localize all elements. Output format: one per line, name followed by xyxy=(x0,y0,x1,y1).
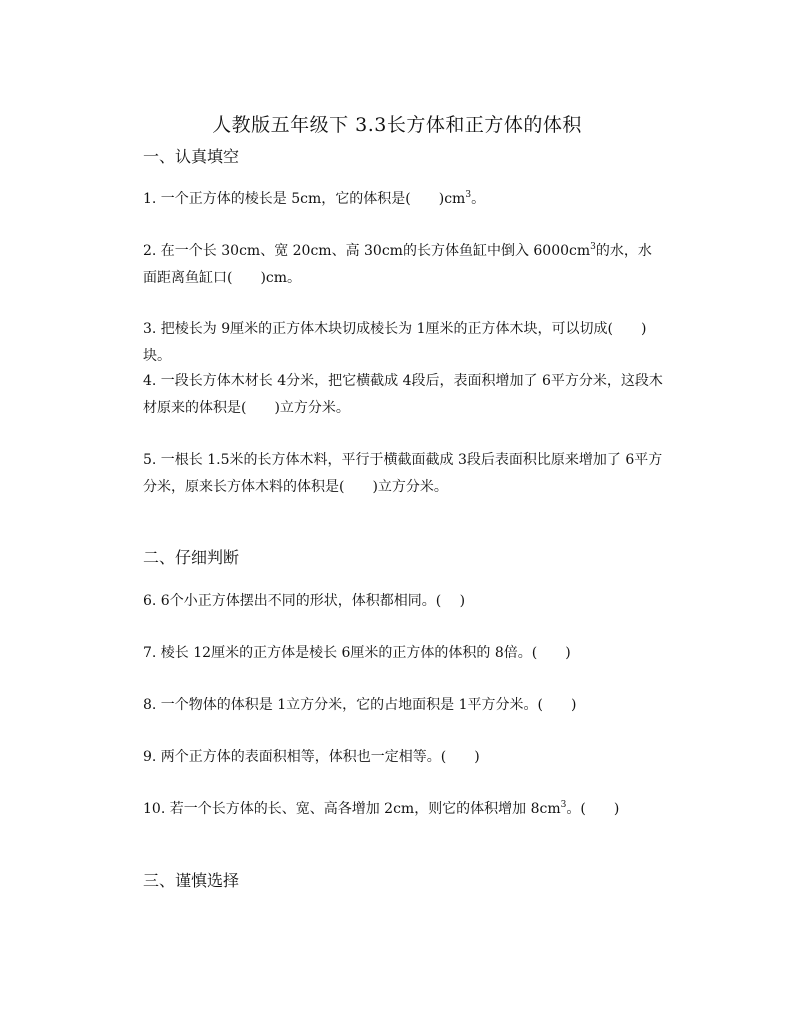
question-text-tail: 。( ) xyxy=(566,801,620,817)
question-text: 9. 两个正方体的表面积相等，体积也一定相等。( ) xyxy=(143,749,480,765)
question-text: 10. 若一个长方体的长、宽、高各增加 2cm，则它的体积增加 8cm xyxy=(143,801,561,817)
question-8 xyxy=(143,692,663,719)
question-text-tail: 的水，水面距离鱼缸口( )cm。 xyxy=(143,243,652,286)
question-text-tail: 。 xyxy=(471,191,486,207)
question-7 xyxy=(143,640,663,667)
question-3 xyxy=(143,316,663,370)
superscript: 3 xyxy=(590,242,596,252)
question-1 xyxy=(143,186,663,213)
question-text: 5. 一根长 1.5米的长方体木料，平行于横截面截成 3段后表面积比原来增加了 6平方分米，原来长方体木料的体积是( )立方分米。 xyxy=(143,452,663,495)
question-9 xyxy=(143,744,663,771)
section-heading-fill-blanks: 一、认真填空 xyxy=(143,147,240,166)
page-title: 人教版五年级下 3.3长方体和正方体的体积 xyxy=(212,114,582,136)
superscript: 3 xyxy=(465,190,472,200)
question-2 xyxy=(143,238,663,292)
question-5 xyxy=(143,447,663,501)
question-text: 1. 一个正方体的棱长是 5cm，它的体积是( )cm xyxy=(143,191,466,207)
question-text: 3. 把棱长为 9厘米的正方体木块切成棱长为 1厘米的正方体木块，可以切成( )块。 xyxy=(143,321,647,364)
question-4 xyxy=(143,368,663,422)
section-heading-multiple-choice: 三、谨慎选择 xyxy=(143,871,240,890)
question-6 xyxy=(143,588,663,615)
question-text: 2. 在一个长 30cm、宽 20cm、高 30cm的长方体鱼缸中倒入 6000cm xyxy=(143,243,591,259)
question-text: 7. 棱长 12厘米的正方体是棱长 6厘米的正方体的体积的 8倍。( ) xyxy=(143,645,571,661)
question-text: 4. 一段长方体木材长 4分米，把它横截成 4段后，表面积增加了 6平方分米，这段木材原来的体积是( )立方分米。 xyxy=(143,373,663,416)
question-text: 6. 6个小正方体摆出不同的形状，体积都相同。( ) xyxy=(143,593,466,609)
section-heading-true-false: 二、仔细判断 xyxy=(143,548,240,567)
superscript: 3 xyxy=(560,800,567,810)
question-10 xyxy=(143,796,663,823)
question-text: 8. 一个物体的体积是 1立方分米，它的占地面积是 1平方分米。( ) xyxy=(143,697,577,713)
